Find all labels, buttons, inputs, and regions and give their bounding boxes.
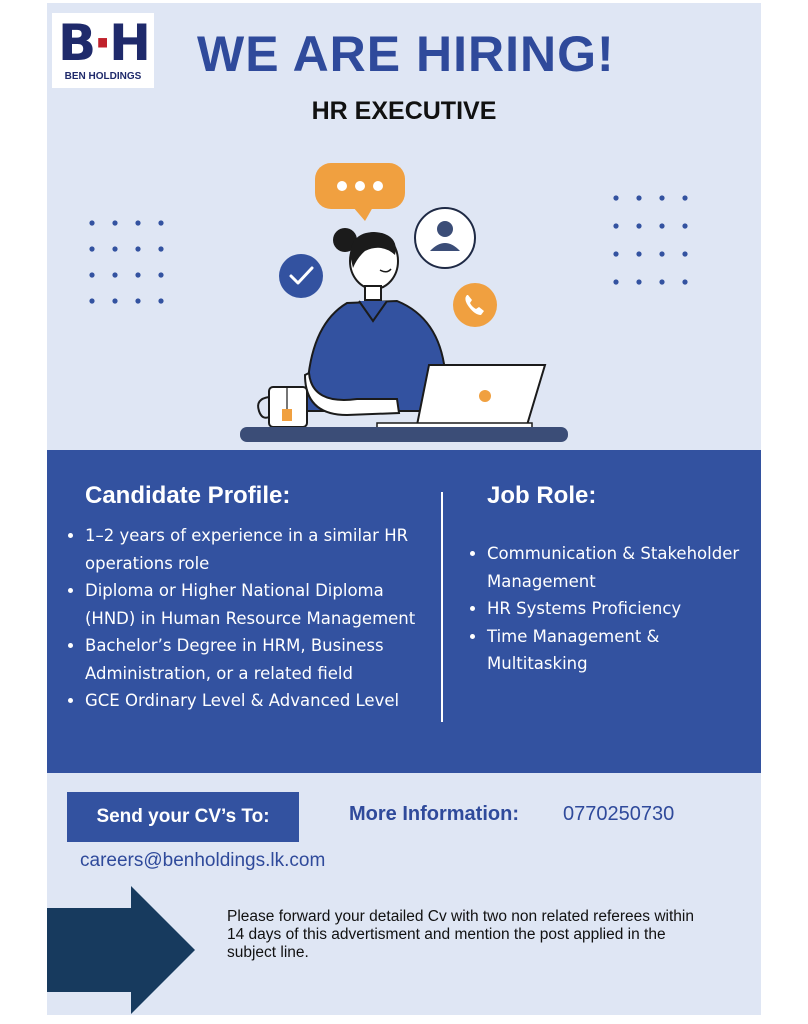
job-role-list: [471, 540, 757, 678]
logo-mark: B·H: [58, 14, 148, 72]
more-info-label: More Information:: [349, 803, 519, 825]
details-panel: [47, 450, 761, 773]
chat-bubble-icon: [315, 163, 405, 221]
candidate-profile-list: [69, 522, 425, 715]
arrow-icon: [47, 886, 207, 1015]
headline: WE ARE HIRING!: [197, 26, 615, 82]
logo-company-name: BEN HOLDINGS: [64, 71, 142, 82]
application-note: Please forward your detailed Cv with two non related referees within 14 days of this advertisment and mention the post applied in the subject line.: [227, 908, 694, 961]
mug-icon: [258, 387, 307, 427]
phone-number: 0770250730: [563, 803, 675, 825]
list-item: • GCE Ordinary Level & Advanced Level: [85, 687, 425, 715]
phone-icon: [453, 283, 497, 327]
list-item: • Bachelor’s Degree in HRM, Business Administration, or a related field: [85, 632, 425, 687]
list-item: • 1–2 years of experience in a similar HR operations role: [85, 522, 425, 577]
check-icon: [279, 254, 323, 298]
list-item: • Communication & Stakeholder Management: [487, 540, 757, 595]
hiring-poster: [47, 3, 761, 1015]
candidate-profile-title: Candidate Profile:: [85, 482, 291, 509]
user-icon: [415, 208, 475, 268]
dot-grid-left: [89, 220, 163, 303]
job-role-title: Job Role:: [487, 482, 597, 509]
list-item: • Time Management & Multitasking: [487, 623, 757, 678]
column-divider: [441, 492, 443, 722]
desk: [240, 427, 568, 442]
email-address: careers@benholdings.lk.com: [80, 850, 326, 871]
hero-illustration: [47, 143, 761, 448]
send-cv-label: Send your CV’s To:: [67, 792, 299, 842]
dot-grid-right: [613, 195, 687, 284]
position-title: HR EXECUTIVE: [311, 97, 497, 125]
list-item: • HR Systems Proficiency: [487, 595, 757, 623]
list-item: • Diploma or Higher National Diploma (HND) in Human Resource Management: [85, 577, 425, 632]
company-logo: [52, 13, 154, 88]
